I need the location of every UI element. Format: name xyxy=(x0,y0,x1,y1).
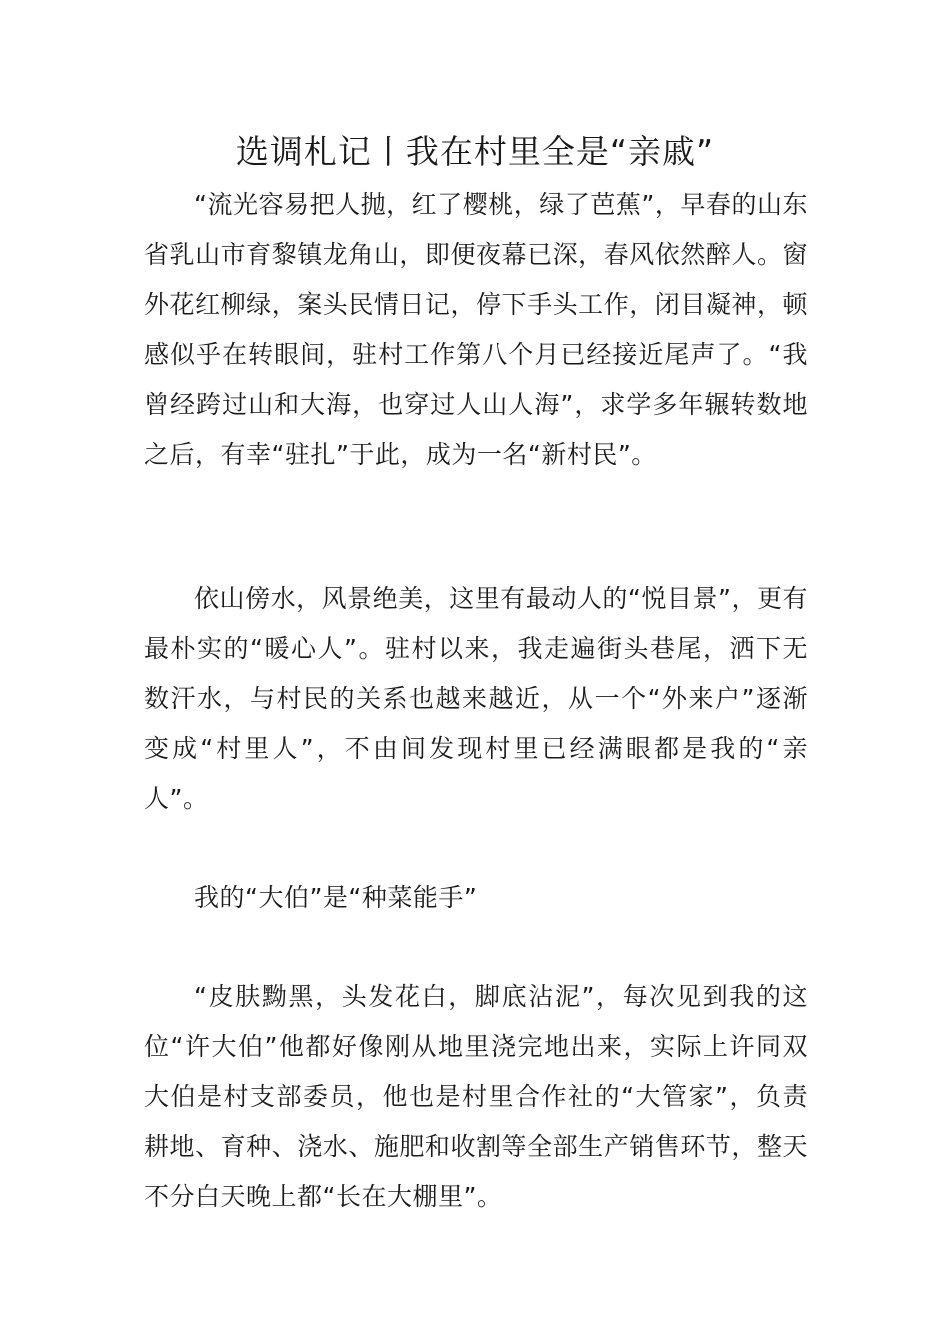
paragraph-uncle: “皮肤黝黑，头发花白，脚底沾泥”，每次见到我的这位“许大伯”他都好像刚从地里浇完地出来，实际上许同双大伯是村支部委员，他也是村里合作社的“大管家”，负责耕地、育种、浇水、施肥和收割等全部生产销售环节，整天不分白天晚上都“长在大棚里”。 xyxy=(144,982,808,1211)
section-heading: 我的“大伯”是“种菜能手” xyxy=(194,883,478,912)
paragraph-scenery: 依山傍水，风景绝美，这里有最动人的“悦目景”，更有最朴实的“暖心人”。驻村以来，我走遍街头巷尾，洒下无数汗水，与村民的关系也越来越近，从一个“外来户”逐渐变成“村里人”，不由间发现村里已经满眼都是我的“亲人”。 xyxy=(144,584,808,813)
paragraph-intro: “流光容易把人抛，红了樱桃，绿了芭蕉”，早春的山东省乳山市育黎镇龙角山，即便夜幕已深，春风依然醉人。窗外花红柳绿，案头民情日记，停下手头工作，闭目凝神，顿感似乎在转眼间，驻村工作第八个月已经接近尾声了。“我曾经跨过山和大海，也穿过人山人海”，求学多年辗转数地之后，有幸“驻扎”于此，成为一名“新村民”。 xyxy=(144,190,808,469)
document-title: 选调札记丨我在村里全是“亲戚” xyxy=(235,132,715,171)
